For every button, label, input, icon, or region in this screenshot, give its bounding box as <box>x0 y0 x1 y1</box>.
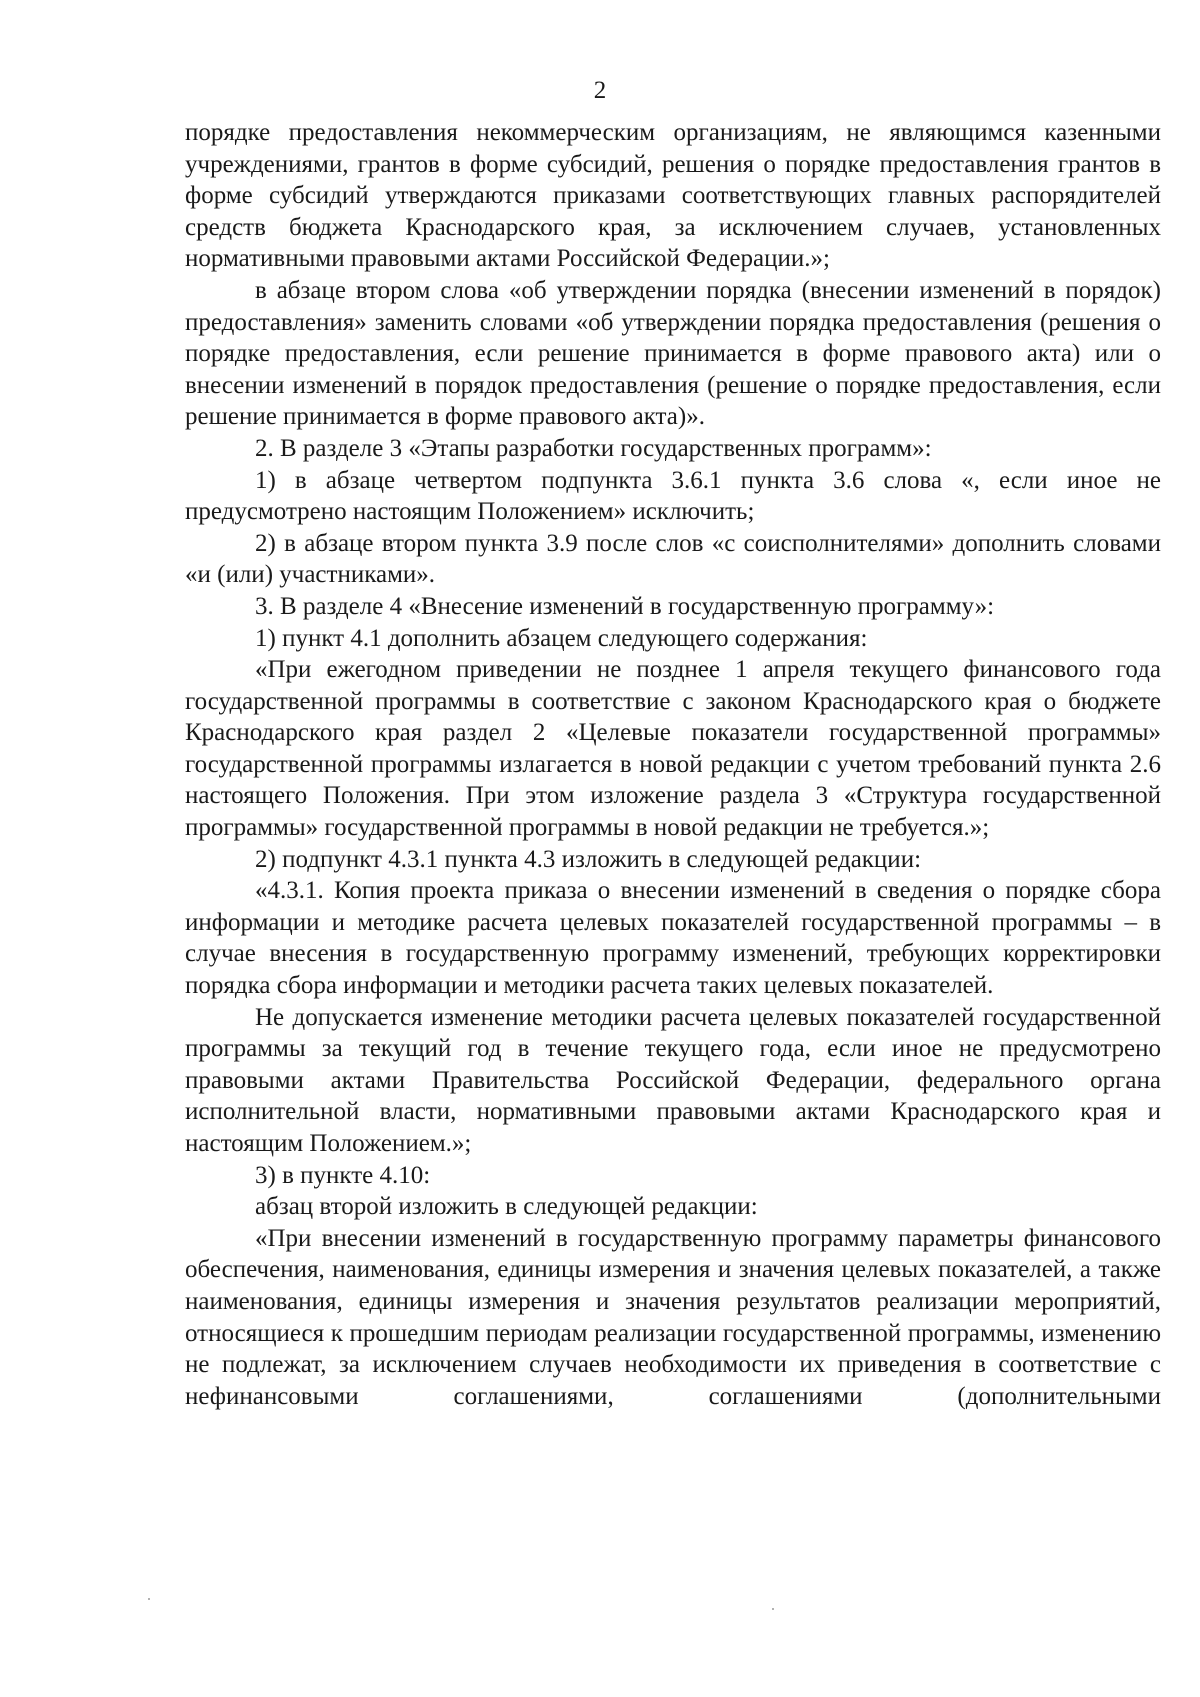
paragraph-7: 1) пункт 4.1 дополнить абзацем следующего содержания: <box>255 624 868 652</box>
scan-speck <box>772 1608 774 1610</box>
paragraph-1: порядке предоставления некоммерческим организациям, не являющимся казенными учреждениями, грантов в форме субсидий, решения о порядке предоставления грантов в форме субсидий утверждаются приказами соответствующих главных распорядителей средств бюджета Краснодарского края, за исключением случаев, установленных нормативными правовыми актами Российской Федерации.»; <box>185 119 1161 273</box>
scan-speck <box>148 1598 150 1600</box>
paragraph-11: Не допускается изменение методики расчета целевых показателей государственной программы за текущий год в течение текущего года, если иное не предусмотрено правовыми актами Правительства Российской Федерации, федерального органа исполнительной власти, нормативными правовыми актами Краснодарского края и настоящим Положением.»; <box>185 1003 1161 1157</box>
paragraph-4: 1) в абзаце четвертом подпункта 3.6.1 пункта 3.6 слова «, если иное не предусмотрено настоящим Положением» исключить; <box>185 466 1161 526</box>
paragraph-14: «При внесении изменений в государственную программу параметры финансового обеспечения, наименования, единицы измерения и значения целевых показателей, а также наименования, единицы измерения и значения результатов реализации мероприятий, относящиеся к прошедшим периодам реализации государственной программы, изменению не подлежат, за исключением случаев необходимости их приведения в соответствие с нефинансовыми соглашениями, соглашениями (дополнительными <box>185 1224 1161 1410</box>
paragraph-3: 2. В разделе 3 «Этапы разработки государственных программ»: <box>255 434 932 462</box>
paragraph-8: «При ежегодном приведении не позднее 1 апреля текущего финансового года государственной программы в соответствие с законом Краснодарского края о бюджете Краснодарского края раздел 2 «Целевые показатели государственной программы» государственной программы излагается в новой редакции с учетом требований пункта 2.6 настоящего Положения. При этом изложение раздела 3 «Структура государственной программы» государственной программы в новой редакции не требуется.»; <box>185 656 1161 842</box>
document-body <box>185 117 1161 1412</box>
paragraph-6: 3. В разделе 4 «Внесение изменений в государственную программу»: <box>255 592 995 620</box>
paragraph-9: 2) подпункт 4.3.1 пункта 4.3 изложить в следующей редакции: <box>255 845 922 873</box>
paragraph-5: 2) в абзаце втором пункта 3.9 после слов «с соисполнителями» дополнить словами «и (или) участниками». <box>185 529 1161 589</box>
paragraph-13: абзац второй изложить в следующей редакции: <box>255 1193 758 1221</box>
paragraph-2: в абзаце втором слова «об утверждении порядка (внесении изменений в порядок) предоставления» заменить словами «об утверждении порядка предоставления (решения о порядке предоставления, если решение принимается в форме правового акта) или о внесении изменений в порядок предоставления (решение о порядке предоставления, если решение принимается в форме правового акта)». <box>185 276 1161 431</box>
page-number: 2 <box>593 77 607 104</box>
paragraph-12: 3) в пункте 4.10: <box>255 1161 431 1189</box>
paragraph-10: «4.3.1. Копия проекта приказа о внесении изменений в сведения о порядке сбора информации и методике расчета целевых показателей государственной программы – в случае внесения в государственную программу изменений, требующих корректировки порядка сбора информации и методики расчета таких целевых показателей. <box>185 877 1161 1000</box>
